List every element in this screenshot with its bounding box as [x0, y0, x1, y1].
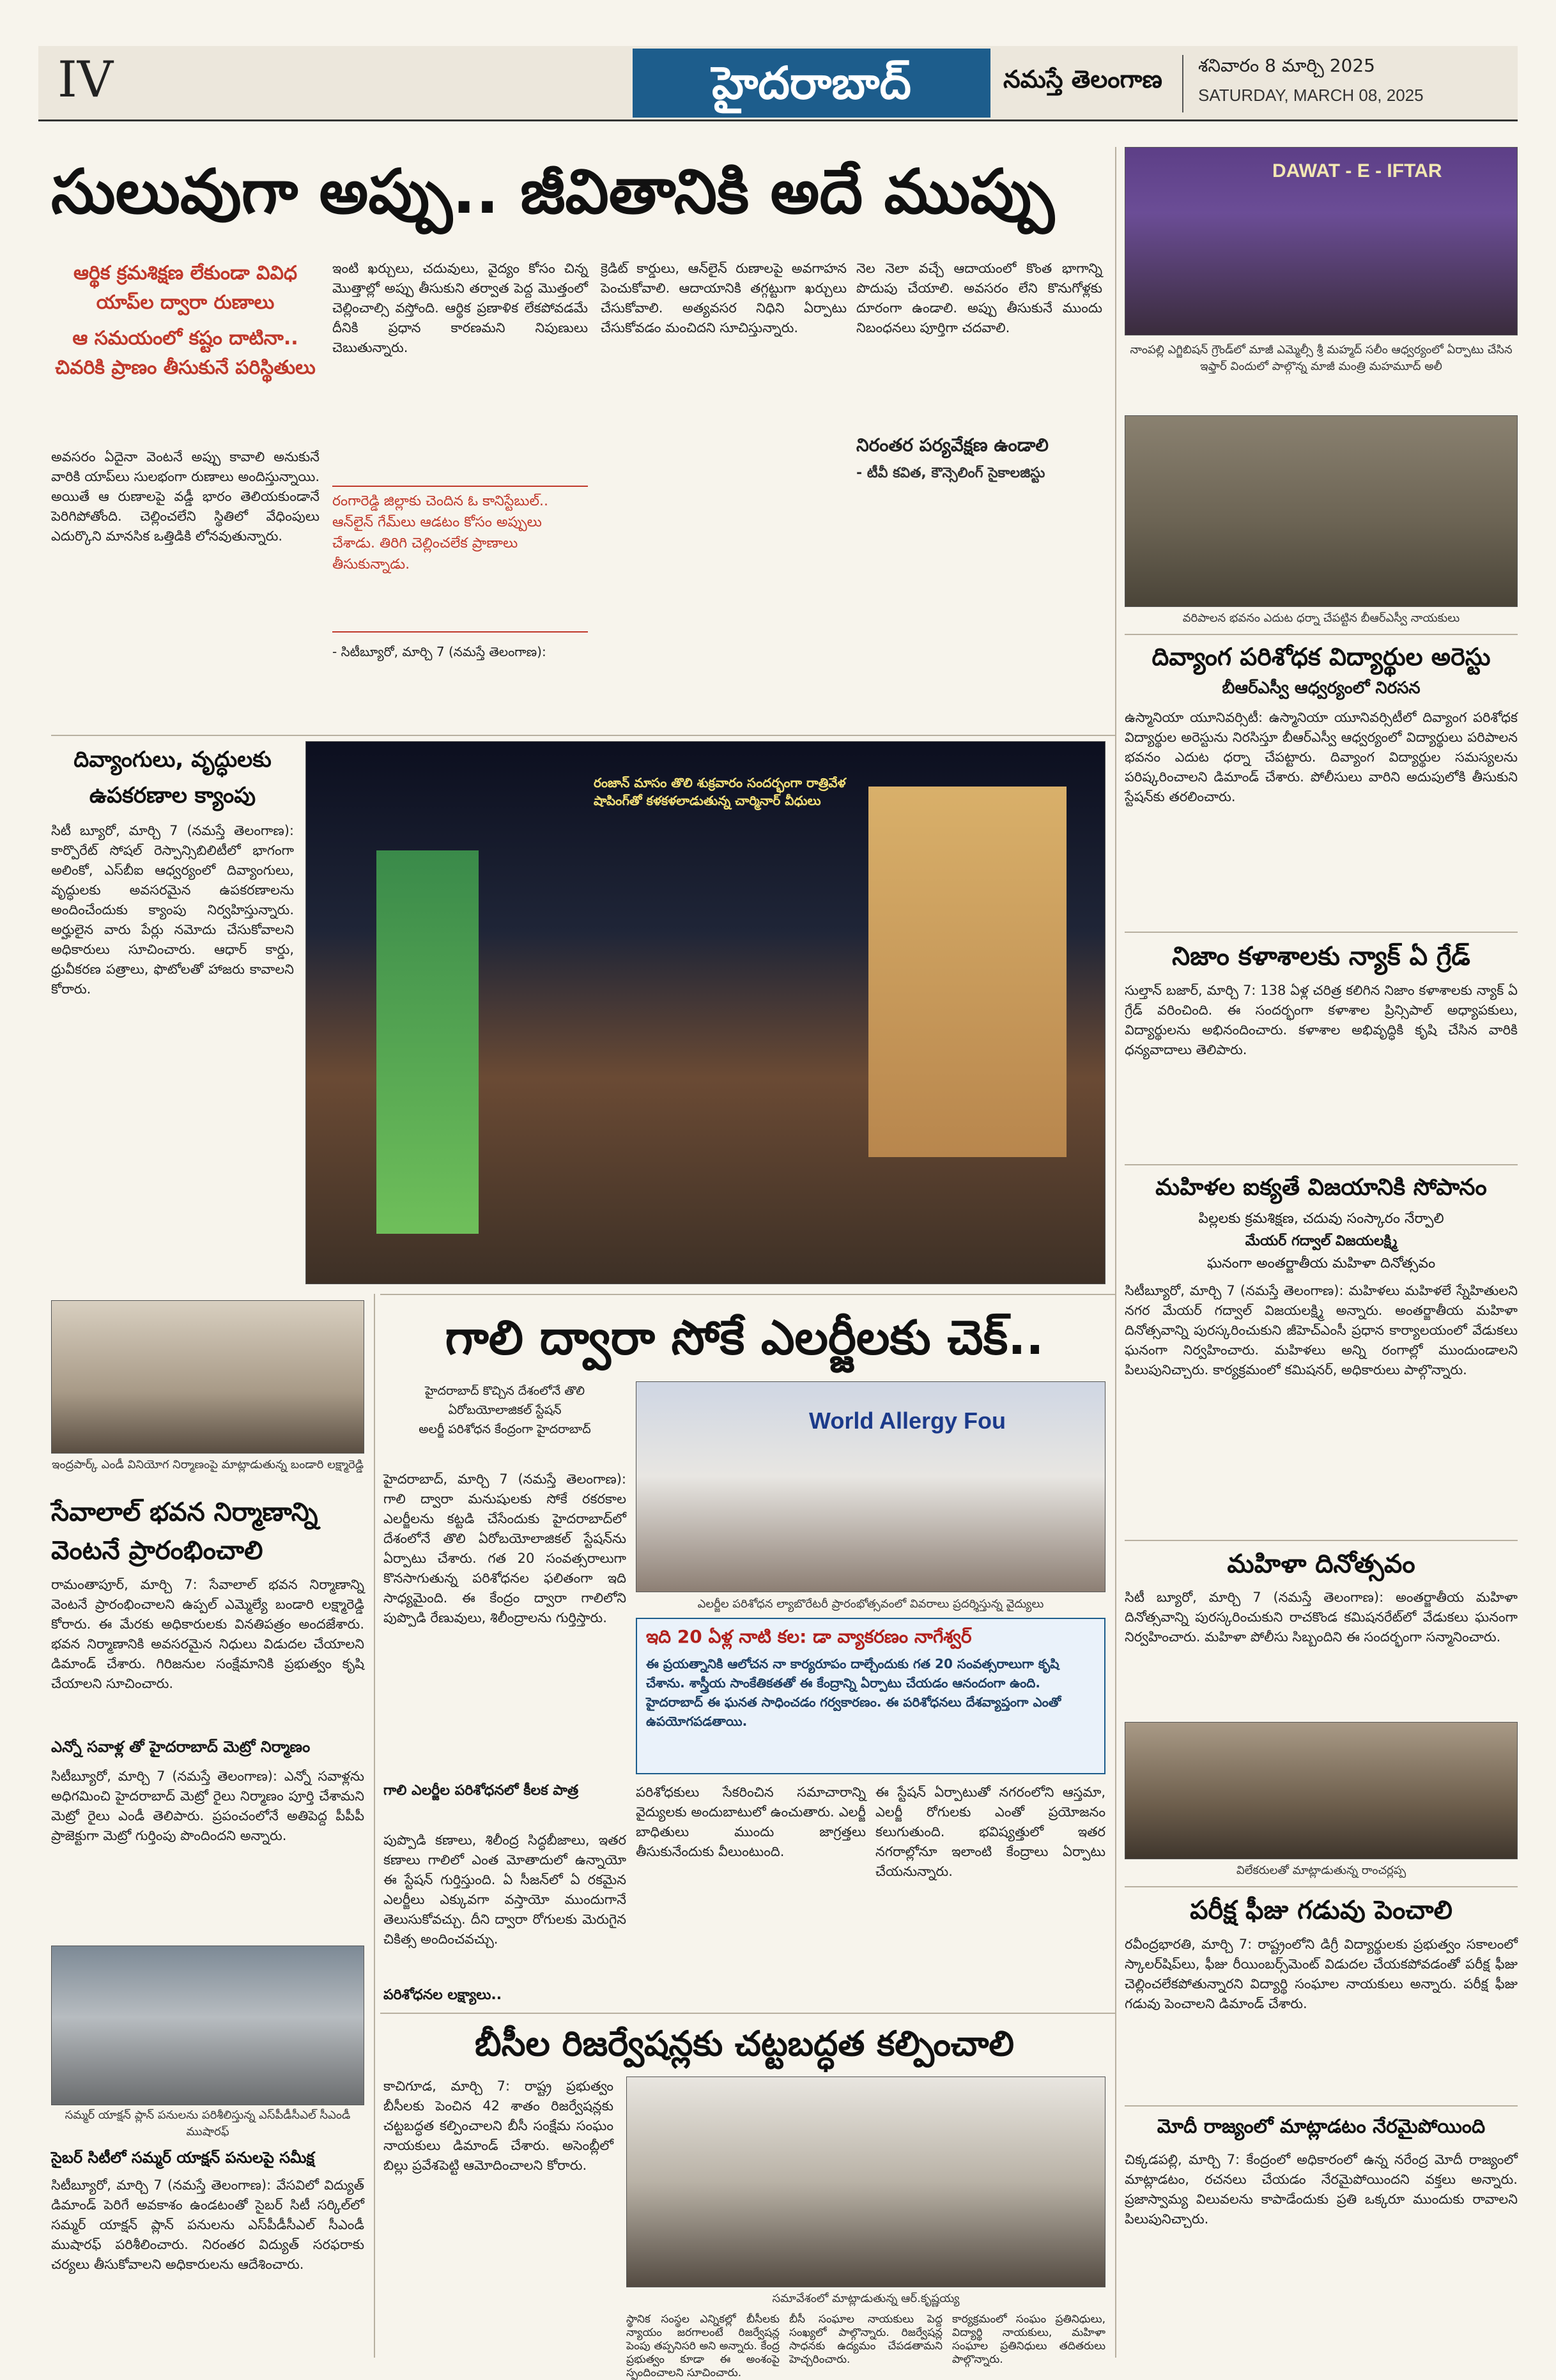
womens-day-caption: విలేకరులతో మాట్లాడుతున్న రాంచర్లప్ప [1236, 1864, 1406, 1877]
allergy-deck-1: హైదరాబాద్‌ కొచ్చిన దేశంలోనే తొలి ఏరోబయోలాజికల్ స్టేషన్ [424, 1384, 585, 1417]
charminar-caption: రంజాన్ మాసం తొలి శుక్రవారం సందర్భంగా రాత్రివేళ షాపింగ్‌తో కళకళలాడుతున్న చార్మినార్ వీధులు [594, 775, 846, 808]
allergy-photo-banner: World Allergy Fou [809, 1408, 1006, 1434]
naac-rule [1125, 932, 1518, 933]
allergy-subhead: గాలి ఎలర్జీల పరిశోధనలో కీలక పాత్ర [383, 1783, 579, 1799]
page-number: IV [58, 51, 114, 109]
allergy-deck [383, 1381, 626, 1464]
women-sub3: ఘనంగా అంతర్జాతీయ మహిళా దినోత్సవం [1206, 1255, 1436, 1271]
modi-rule [1125, 2105, 1518, 2107]
masthead [38, 46, 1518, 121]
naac-body: సుల్తాన్ బజార్, మార్చి 7: 138 ఏళ్ల చరిత్ర కలిగిన నిజాం కళాశాలకు న్యాక్ ఏ గ్రేడ్ వరించింది. ఈ సందర్భంగా కళాశాల ప్రిన్సిపాల్ అధ్యాపకులు, విద్యార్థులను అభినందించారు. కళాశాల అభివృద్ధికి కృషి చేసిన వారికి ధన్యవాదాలు తెలిపారు. [1125, 983, 1518, 1057]
date-divider [1182, 55, 1183, 112]
protest-headline: దివ్యాంగ పరిశోధక విద్యార్థుల అరెస్టు [1152, 643, 1491, 671]
modi-headline: మోదీ రాజ్యంలో మాట్లాడటం నేరమైపోయింది [1157, 2115, 1486, 2138]
lead-byline: - టీవీ కవిత, కౌన్సెలింగ్ సైకాలజిస్టు [856, 465, 1045, 481]
fees-body: రవీంద్రభారతి, మార్చి 7: రాష్ట్రంలోని డిగ్రీ విద్యార్థులకు ప్రభుత్వం సకాలంలో స్కాలర్‌షిప్‌లు, ఫీజు రీయింబర్స్‌మెంట్ విడుదల చేయకపోవడంతో పరీక్ష ఫీజు చెల్లించలేకపోతున్నారని విద్యార్థి సంఘాల నాయకులు అన్నారు. పరీక్ష ఫీజు గడువు పెంచాలని డిమాండ్ చేశారు. [1125, 1937, 1518, 2011]
protest-photo [1125, 415, 1518, 607]
bc-col-3: బీసీ సంఘాల నాయకులు పెద్ద సంఖ్యలో పాల్గొన్నారు. రిజర్వేషన్ల సాధనకు ఉద్యమం చేపడతామని హెచ్చరించారు. [789, 2313, 943, 2366]
protest-subhead: బీఆర్‌ఎస్వీ ఆధ్వర్యంలో నిరసన [1222, 679, 1421, 698]
allergy-subhead-2: పరిశోధనల లక్ష్యాలు.. [383, 1987, 502, 2003]
sevalal-subhead: ఎన్నో సవాళ్ల తో హైదరాబాద్ మెట్రో నిర్మాణం [51, 1738, 311, 1756]
bc-photo [626, 2077, 1105, 2287]
camp-headline-2: ఉపకరణాల క్యాంపు [89, 783, 256, 808]
womens-day-body: సిటీ బ్యూరో, మార్చి 7 (నమస్తే తెలంగాణ): అంతర్జాతీయ మహిళా దినోత్సవాన్ని పురస్కరించుకుని రాచకొండ కమిషనరేట్‌లో వేడుకలు ఘనంగా నిర్వహించారు. మహిళా పోలీసు సిబ్బందిని ఈ సందర్భంగా సన్మానించారు. [1125, 1590, 1518, 1645]
date-english: SATURDAY, MARCH 08, 2025 [1198, 86, 1424, 105]
fees-rule [1125, 1886, 1518, 1887]
allergy-col-4: ఈ స్టేషన్ ఏర్పాటుతో నగరంలోని ఆస్తమా, ఎలర్జీ రోగులకు ఎంతో ప్రయోజనం కలుగుతుంది. భవిష్యత్తులో ఇతర నగరాల్లోనూ ఇలాంటి కేంద్రాలు ఏర్పాటు చేయనున్నారు. [875, 1785, 1105, 1879]
sevalal-headline-1: సేవాలాల్ భవన నిర్మాణాన్ని [51, 1498, 318, 1527]
allergy-photo [636, 1381, 1105, 1592]
charminar-minaret-right [868, 787, 1067, 1157]
iftar-banner: DAWAT - E - IFTAR [1272, 160, 1442, 181]
cyber-body: సిటీబ్యూరో, మార్చి 7 (నమస్తే తెలంగాణ): వేసవిలో విద్యుత్ డిమాండ్ పెరిగే అవకాశం ఉండటంతో సైబర్ సిటీ సర్కిల్‌లో సమ్మర్ యాక్షన్ ప్లాన్ పనులను ఎస్‌పీడీసీఎల్ సీఎండీ ముషారఫ్ పరిశీలించారు. నిరంతర విద్యుత్ సరఫరాకు చర్యలు తీసుకోవాలని అధికారులను ఆదేశించారు. [51, 2177, 364, 2272]
women-sub2: మేయర్ గద్వాల్ విజయలక్ష్మి [1245, 1233, 1398, 1249]
modi-body: చిక్కడపల్లి, మార్చి 7: కేంద్రంలో అధికారంలో ఉన్న నరేంద్ర మోదీ రాజ్యంలో మాట్లాడటం, రచనలు చేయడం నేరమైపోయిందని వక్తలు అన్నారు. ప్రజాస్వామ్య విలువలను కాపాడేందుకు ప్రతి ఒక్కరూ ముందుకు రావాలని పిలుపునిచ్చారు. [1125, 2152, 1518, 2227]
naac-headline: నిజాం కళాశాలకు న్యాక్ ఏ గ్రేడ్ [1172, 942, 1470, 971]
bc-col-2: స్థానిక సంస్థల ఎన్నికల్లో బీసీలకు న్యాయం జరగాలంటే రిజర్వేషన్ల పెంపు తప్పనిసరి అని అన్నారు. కేంద్ర ప్రభుత్వం కూడా ఈ అంశంపై స్పందించాలని సూచించారు. [626, 2313, 780, 2379]
allergy-headline: గాలి ద్వారా సోకే ఎలర్జీలకు చెక్.. [445, 1310, 1044, 1365]
camp-rule [51, 735, 1115, 736]
lead-deck-2: ఆ సమయంలో కష్టం దాటినా.. చివరికి ప్రాణం తీసుకునే పరిస్థితులు [55, 327, 316, 379]
protest-body: ఉస్మానియా యూనివర్సిటీ: ఉస్మానియా యూనివర్సిటీలో దివ్యాంగ పరిశోధక విద్యార్థుల అరెస్టును నిరసిస్తూ బీఆర్‌ఎస్వీ ఆధ్వర్యంలో విద్యార్థులు పరిపాలన భవనం ఎదుట ధర్నా చేపట్టారు. దివ్యాంగ విద్యార్థుల సమస్యలను పరిష్కరించాలని డిమాండ్ చేశారు. పోలీసులు వారిని అదుపులోకి తీసుకుని స్టేషన్‌కు తరలించారు. [1125, 710, 1518, 804]
lead-pull-quote [332, 486, 588, 633]
allergy-col-2: పుప్పొడి కణాలు, శిలీంద్ర సిద్ధబీజాలు, ఇతర కణాలు గాలిలో ఎంత మోతాదులో ఉన్నాయో ఈ స్టేషన్ గుర్తిస్తుంది. ఏ సీజన్‌లో ఏ రకమైన ఎలర్జీలు ఎక్కువగా వస్తాయో ముందుగానే తెలుసుకోవచ్చు. దీని ద్వారా రోగులకు మెరుగైన చికిత్స అందించవచ్చు. [383, 1832, 626, 1947]
right-column-rule [1115, 735, 1116, 2358]
lead-col-4: నెల నెలా వచ్చే ఆదాయంలో కొంత భాగాన్ని పొదుపు చేయాలి. అవసరం లేని కొనుగోళ్లకు దూరంగా ఉండాలి. అప్పు తీసుకునే ముందు నిబంధనలు పూర్తిగా చదవాలి. [856, 261, 1102, 335]
left-column-rule [374, 1294, 375, 2358]
lead-subhead: నిరంతర పర్యవేక్షణ ఉండాలి [856, 434, 1049, 456]
cyber-photo-caption: సమ్మర్ యాక్షన్ ప్లాన్ పనులను పరిశీలిస్తున్న ఎస్‌పీడీసీఎల్ సీఎండీ ముషారఫ్ [65, 2108, 351, 2138]
protest-caption: వరిపాలన భవనం ఎదుట ధర్నా చేపట్టిన బీఆర్‌ఎస్వీ నాయకులు [1182, 611, 1460, 625]
cyber-photo [51, 1946, 364, 2105]
allergy-box-title: ఇది 20 ఏళ్ల నాటి కల: డా వ్యాకరణం నాగేశ్వర్ [646, 1626, 972, 1647]
lead-col-2: ఇంటి ఖర్చులు, చదువులు, వైద్యం కోసం చిన్న మొత్తాల్లో అప్పు తీసుకుని తర్వాత పెద్ద మొత్తంలో చెల్లించాల్సి వస్తోంది. ఆర్థిక ప్రణాళిక లేకపోవడమే దీనికి ప్రధాన కారణమని నిపుణులు చెబుతున్నారు. [332, 261, 588, 355]
lead-rule [1115, 147, 1116, 735]
bc-photo-caption: సమావేశంలో మాట్లాడుతున్న ఆర్.కృష్ణయ్య [772, 2292, 960, 2305]
iftar-photo [1125, 147, 1518, 335]
sevalal-photo-caption: ఇంద్రపార్క్ ఎండీ వినియోగ నిర్మాణంపై మాట్లాడుతున్న బండారి లక్ష్మారెడ్డి [51, 1458, 364, 1471]
womens-day-rule [1125, 1540, 1518, 1541]
protest-rule [1125, 634, 1518, 635]
lead-headline: సులువుగా అప్పు.. జీవితానికి అదే ముప్పు [51, 156, 1054, 227]
bc-col-4: కార్యక్రమంలో సంఘం ప్రతినిధులు, విద్యార్థి నాయకులు, మహిళా సంఘాల ప్రతినిధులు తదితరులు పాల్గొన్నారు. [952, 2313, 1105, 2366]
women-body: సిటీబ్యూరో, మార్చి 7 (నమస్తే తెలంగాణ): మహిళలు మహిళలే స్నేహితులని నగర మేయర్ గద్వాల్ విజయలక్ష్మి అన్నారు. అంతర్జాతీయ మహిళా దినోత్సవాన్ని పురస్కరించుకుని జీహెచ్‌ఎంసీ ప్రధాన కార్యాలయంలో వేడుకలు ఘనంగా నిర్వహించారు. మహిళలు అన్ని రంగాల్లో ముందుండాలని పిలుపునిచ్చారు. కార్యక్రమంలో కమిషనర్, అధికారులు పాల్గొన్నారు. [1125, 1283, 1518, 1378]
women-rule [1125, 1164, 1518, 1165]
lead-dateline: - సిటీబ్యూరో, మార్చి 7 (నమస్తే తెలంగాణ): [332, 644, 546, 659]
allergy-box-body: ఈ ప్రయత్నానికి ఆలోచన నా కార్యరూపం దాల్చేందుకు గత 20 సంవత్సరాలుగా కృషి చేశాను. శాస్త్రీయ సాంకేతికతతో ఈ కేంద్రాన్ని ఏర్పాటు చేయడం ఆనందంగా ఉంది. హైదరాబాద్ ఈ ఘనత సాధించడం గర్వకారణం. ఈ పరిశోధనలు దేశవ్యాప్తంగా ఎంతో ఉపయోగపడతాయి. [646, 1656, 1061, 1729]
date-telugu: శనివారం 8 మార్చి 2025 [1198, 55, 1375, 76]
lead-col-3: క్రెడిట్ కార్డులు, ఆన్‌లైన్ రుణాలపై అవగాహన పెంచుకోవాలి. ఆదాయానికి తగ్గట్టుగా ఖర్చులు చేసుకోవాలి. అత్యవసర నిధిని ఏర్పాటు చేసుకోవడం మంచిదని సూచిస్తున్నారు. [601, 261, 847, 335]
allergy-photo-caption: ఎలర్జీల పరిశోధన ల్యాబొరేటరీ ప్రారంభోత్సవంలో వివరాలు ప్రదర్శిస్తున్న వైద్యులు [697, 1597, 1044, 1611]
bc-col-1: కాచిగూడ, మార్చి 7: రాష్ట్ర ప్రభుత్వం బీసీలకు పెంచిన 42 శాతం రిజర్వేషన్లకు చట్టబద్ధత కల్పించాలని బీసీ సంక్షేమ సంఘం నాయకులు డిమాండ్ చేశారు. అసెంబ్లీలో బిల్లు ప్రవేశపెట్టి ఆమోదించాలని కోరారు. [383, 2078, 613, 2173]
charminar-photo [305, 741, 1105, 1284]
lead-deck [51, 259, 320, 441]
bc-headline: బీసీల రిజర్వేషన్లకు చట్టబద్ధత కల్పించాలి [474, 2023, 1015, 2064]
womens-day-photo [1125, 1722, 1518, 1859]
bc-rule [380, 2013, 1115, 2014]
section-title: హైదరాబాద్ [633, 49, 990, 118]
allergy-col-1: హైదరాబాద్, మార్చి 7 (నమస్తే తెలంగాణ): గాలి ద్వారా మనుషులకు సోకే రకరకాల ఎలర్జీలను కట్టడి చేసేందుకు హైదరాబాద్‌లో దేశంలోనే తొలి ఏరోబయోలాజికల్ స్టేషన్‌ను ఏర్పాటు చేశారు. గత 20 సంవత్సరాలుగా కొనసాగుతున్న పరిశోధనల ఫలితంగా ఇది సాధ్యమైంది. ఈ కేంద్రం ద్వారా గాలిలోని పుప్పొడి రేణువులు, శిలీంద్రాలను గుర్తిస్తారు. [383, 1471, 626, 1625]
allergy-box [636, 1618, 1105, 1774]
womens-day-headline: మహిళా దినోత్సవం [1227, 1549, 1415, 1579]
camp-headline-1: దివ్యాంగులు, వృద్ధులకు [73, 747, 272, 772]
allergy-rule [380, 1294, 1115, 1295]
allergy-deck-2: అలర్జీ పరిశోధన కేంద్రంగా హైదరాబాద్ [419, 1422, 591, 1436]
women-sub1: పిల్లలకు క్రమశిక్షణ, చదువు సంస్కారం నేర్పాలి [1198, 1211, 1444, 1227]
iftar-caption: నాంపల్లి ఎగ్జిబిషన్ గ్రౌండ్‌లో మాజీ ఎమ్మెల్సీ శ్రీ మహ్మద్ సలీం ఆధ్వర్యంలో ఏర్పాటు చేసిన ఇఫ్తార్ విందులో పాల్గొన్న మాజీ మంత్రి మహమూద్ అలీ [1130, 343, 1513, 373]
lead-deck-1: ఆర్థిక క్రమశిక్షణ లేకుండా వివిధ యాప్‌ల ద్వారా రుణాలు [73, 262, 298, 314]
paper-name: నమస్తే తెలంగాణ [1003, 65, 1162, 93]
camp-body: సిటీ బ్యూరో, మార్చి 7 (నమస్తే తెలంగాణ): కార్పొరేట్ సోషల్ రెస్పాన్సిబిలిటీలో భాగంగా అలింకో, ఎస్‌బీఐ ఆధ్వర్యంలో దివ్యాంగులు, వృద్ధులకు అవసరమైన ఉపకరణాలను అందించేందుకు క్యాంపు నిర్వహిస్తున్నారు. అర్హులైన వారు పేర్లు నమోదు చేసుకోవాలని అధికారులు సూచించారు. ఆధార్ కార్డు, ధ్రువీకరణ పత్రాలు, ఫొటోలతో హాజరు కావాలని కోరారు. [51, 823, 294, 997]
sevalal-headline-2: వెంటనే ప్రారంభించాలి [51, 1536, 263, 1565]
allergy-col-3: పరిశోధకులు సేకరించిన సమాచారాన్ని వైద్యులకు అందుబాటులో ఉంచుతారు. ఎలర్జీ బాధితులు ముందు జాగ్రత్తలు తీసుకునేందుకు వీలుంటుంది. [636, 1785, 866, 1859]
sevalal-body-2: సిటీబ్యూరో, మార్చి 7 (నమస్తే తెలంగాణ): ఎన్నో సవాళ్లను అధిగమించి హైదరాబాద్ మెట్రో రైలు నిర్మాణం పూర్తి చేశామని మెట్రో రైలు ఎండీ తెలిపారు. ప్రపంచంలోనే అతిపెద్ద పీపీపీ ప్రాజెక్టుగా మెట్రో గుర్తింపు పొందిందని అన్నారు. [51, 1769, 364, 1843]
sevalal-body: రామంతాపూర్, మార్చి 7: సేవాలాల్ భవన నిర్మాణాన్ని వెంటనే ప్రారంభించాలని ఉప్పల్ ఎమ్మెల్యే బండారి లక్ష్మారెడ్డి కోరారు. ఈ మేరకు అధికారులకు వినతిపత్రం అందజేశారు. భవన నిర్మాణానికి అవసరమైన నిధులు విడుదల చేయాలని డిమాండ్ చేశారు. గిరిజనుల సంక్షేమానికి ప్రభుత్వం కృషి చేయాలని సూచించారు. [51, 1577, 364, 1691]
charminar-minaret-left [376, 850, 479, 1234]
cyber-headline: సైబర్ సిటీలో సమ్మర్ యాక్షన్ పనులపై సమీక్ష [51, 2149, 315, 2167]
sevalal-photo [51, 1300, 364, 1454]
lead-col-1: అవసరం ఏదైనా వెంటనే అప్పు కావాలి అనుకునే వారికి యాప్‌లు సులభంగా రుణాలు అందిస్తున్నాయి. అయితే ఆ రుణాలపై వడ్డీ భారం తెలియకుండానే పెరిగిపోతోంది. చెల్లించలేని స్థితిలో వేధింపులు ఎదుర్కొని మానసిక ఒత్తిడికి లోనవుతున్నారు. [51, 449, 320, 544]
women-headline: మహిళల ఐక్యతే విజయానికి సోపానం [1155, 1174, 1487, 1201]
lead-pull-quote-text: రంగారెడ్డి జిల్లాకు చెందిన ఓ కానిస్టేబుల్.. ఆన్‌లైన్ గేమ్‌లు ఆడటం కోసం అప్పులు చేశాడు. తిరిగి చెల్లించలేక ప్రాణాలు తీసుకున్నాడు. [332, 493, 549, 572]
fees-headline: పరీక్ష ఫీజు గడువు పెంచాలి [1190, 1896, 1452, 1925]
